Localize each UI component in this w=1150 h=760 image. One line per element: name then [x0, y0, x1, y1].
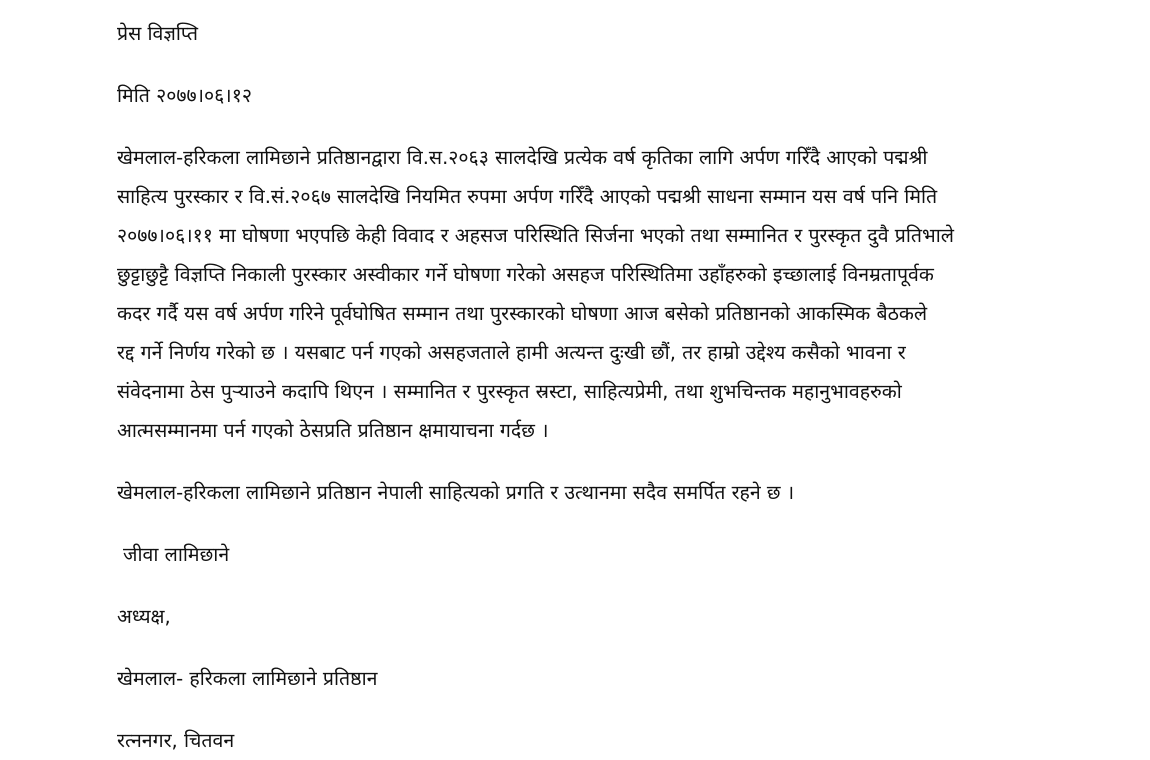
signatory-title: अध्यक्ष,: [117, 605, 171, 628]
paragraph-line: खेमलाल-हरिकला लामिछाने प्रतिष्ठानद्वारा वि.स.२०६३ सालदेखि प्रत्येक वर्ष कृतिका लागि अर्पण गरिँदै आएको पद्मश्री: [117, 146, 928, 169]
main-paragraph: [117, 138, 1133, 450]
paragraph-line: कदर गर्दै यस वर्ष अर्पण गरिने पूर्वघोषित सम्मान तथा पुरस्कारको घोषणा आज बसेको प्रतिष्ठानको आकस्मिक बैठकले: [117, 302, 928, 325]
document-date: मिति २०७७।०६।१२: [117, 84, 252, 107]
press-release-document: [117, 14, 1133, 760]
paragraph-line: आत्मसम्मानमा पर्न गएको ठेसप्रति प्रतिष्ठान क्षमायाचना गर्दछ ।: [117, 419, 549, 442]
paragraph-line: रद्द गर्ने निर्णय गरेको छ । यसबाट पर्न गएको असहजताले हामी अत्यन्त दुःखी छौं, तर हाम्रो उद्देश्य कसैको भावना र: [117, 341, 906, 364]
document-title: प्रेस विज्ञप्ति: [117, 22, 199, 45]
paragraph-line: संवेदनामा ठेस पुऱ्याउने कदापि थिएन । सम्मानित र पुरस्कृत स्रस्टा, साहित्यप्रेमी, तथा शुभचिन्तक महानुभावहरुको: [117, 380, 902, 403]
paragraph-line: छुट्टाछुट्टै विज्ञप्ति निकाली पुरस्कार अस्वीकार गर्ने घोषणा गरेको असहज परिस्थितिमा उहाँहरुको इच्छालाई विनम्रतापूर्वक: [117, 263, 934, 286]
signatory-name: जीवा लामिछाने: [123, 543, 230, 566]
paragraph-line: साहित्य पुरस्कार र वि.सं.२०६७ सालदेखि नियमित रुपमा अर्पण गरिँदै आएको पद्मश्री साधना सम्मान यस वर्ष पनि मिति: [117, 185, 938, 208]
organization-name: खेमलाल- हरिकला लामिछाने प्रतिष्ठान: [117, 667, 378, 690]
commitment-statement: खेमलाल-हरिकला लामिछाने प्रतिष्ठान नेपाली साहित्यको प्रगति र उत्थानमा सदैव समर्पित रहने छ ।: [117, 481, 795, 504]
paragraph-line: २०७७।०६।११ मा घोषणा भएपछि केही विवाद र अहसज परिस्थिति सिर्जना भएको तथा सम्मानित र पुरस्कृत दुवै प्रतिभाले: [117, 224, 955, 247]
organization-address: रत्ननगर, चितवन: [117, 729, 235, 752]
